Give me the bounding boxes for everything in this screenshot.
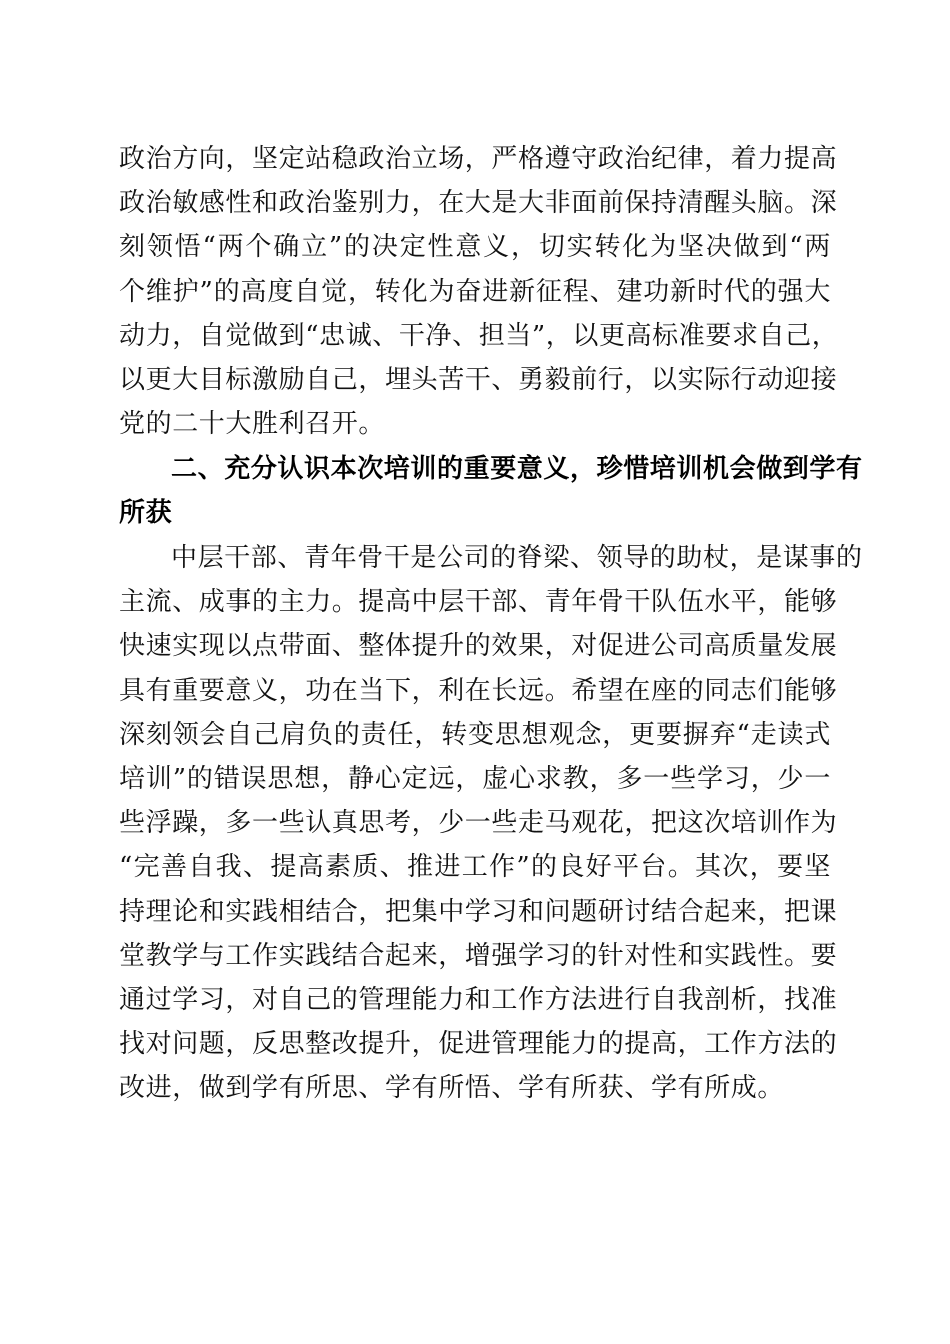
paragraph-line: 深刻领会自己肩负的责任，转变思想观念，更要摒弃“走读式 (119, 719, 831, 750)
section-heading-two (119, 447, 863, 535)
paragraph-line: 政治敏感性和政治鉴别力，在大是大非面前保持清醒头脑。深 (119, 188, 838, 219)
heading-line: 所获 (119, 498, 173, 529)
paragraph-line: 具有重要意义，功在当下，利在长远。希望在座的同志们能够 (119, 675, 838, 706)
paragraph-training-significance (119, 536, 863, 1110)
paragraph-line: 快速实现以点带面、整体提升的效果，对促进公司高质量发展 (119, 631, 838, 662)
paragraph-line: 中层干部、青年骨干是公司的脊梁、领导的助杖，是谋事的 (171, 543, 863, 573)
paragraph-line: 改进，做到学有所思、学有所悟、学有所获、学有所成。 (119, 1073, 785, 1104)
paragraph-line: 以更大目标激励自己，埋头苦干、勇毅前行，以实际行动迎接 (119, 364, 838, 395)
paragraph-line: 持理论和实践相结合，把集中学习和问题研讨结合起来，把课 (119, 896, 838, 927)
paragraph-line: 培训”的错误思想，静心定远，虚心求教，多一些学习，少一 (119, 763, 831, 794)
paragraph-line: 个维护”的高度自觉，转化为奋进新征程、建功新时代的强大 (119, 276, 831, 307)
paragraph-political-direction (119, 137, 839, 446)
paragraph-line: 主流、成事的主力。提高中层干部、青年骨干队伍水平，能够 (119, 587, 838, 618)
heading-line: 二、充分认识本次培训的重要意义，珍惜培训机会做到学有 (171, 454, 863, 484)
paragraph-line: 刻领悟“两个确立”的决定性意义，切实转化为坚决做到“两 (119, 232, 831, 263)
paragraph-line: 通过学习，对自己的管理能力和工作方法进行自我剖析，找准 (119, 984, 838, 1015)
paragraph-line: 党的二十大胜利召开。 (119, 409, 386, 440)
paragraph-line: “完善自我、提高素质、推进工作”的良好平台。其次，要坚 (119, 852, 831, 883)
paragraph-line: 动力，自觉做到“忠诚、干净、担当”，以更高标准要求自己， (119, 320, 839, 351)
paragraph-line: 政治方向，坚定站稳政治立场，严格遵守政治纪律，着力提高 (119, 144, 838, 174)
paragraph-line: 找对问题，反思整改提升，促进管理能力的提高，工作方法的 (119, 1029, 838, 1060)
paragraph-line: 些浮躁，多一些认真思考，少一些走马观花，把这次培训作为 (119, 808, 838, 839)
paragraph-line: 堂教学与工作实践结合起来，增强学习的针对性和实践性。要 (119, 940, 838, 971)
